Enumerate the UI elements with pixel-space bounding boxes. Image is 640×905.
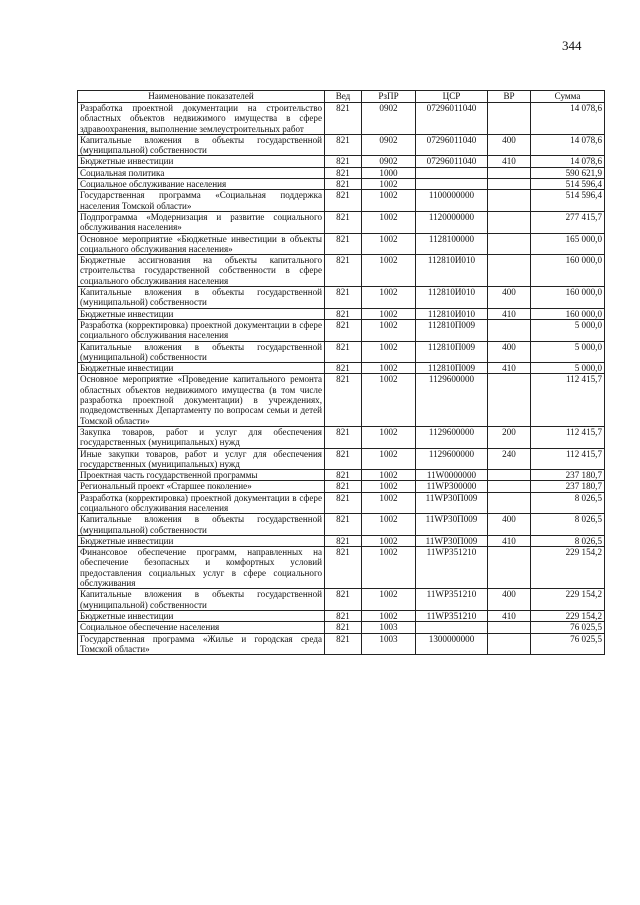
row-csr-cell: 112810П009 <box>416 363 488 374</box>
table-row <box>78 255 605 287</box>
row-csr-cell: 1129600000 <box>416 426 488 448</box>
row-ved-cell: 821 <box>325 426 362 448</box>
row-vr-cell <box>488 633 531 655</box>
row-rzpr-cell: 1002 <box>362 319 416 341</box>
row-ved-cell: 821 <box>325 103 362 135</box>
row-vr-cell <box>488 547 531 589</box>
row-name-cell: Разработка проектной документации на строительство областных объектов недвижимого имущества в сфере здравоохранения, выполнение землеустроительных работ <box>78 103 325 135</box>
row-ved-cell: 821 <box>325 363 362 374</box>
row-vr-cell <box>488 233 531 255</box>
row-csr-cell: 11W0000000 <box>416 470 488 481</box>
row-sum-cell: 160 000,0 <box>531 287 605 309</box>
row-rzpr-cell: 1002 <box>362 448 416 470</box>
row-vr-cell: 400 <box>488 134 531 156</box>
row-ved-cell: 821 <box>325 470 362 481</box>
row-vr-cell <box>488 190 531 212</box>
column-header-ved: Вед <box>325 91 362 103</box>
row-vr-cell: 410 <box>488 535 531 546</box>
row-rzpr-cell: 1000 <box>362 167 416 178</box>
table-row <box>78 233 605 255</box>
row-sum-cell: 237 180,7 <box>531 481 605 492</box>
row-name-cell: Основное мероприятие «Бюджетные инвестиции в объекты социального обслуживания населения» <box>78 233 325 255</box>
row-rzpr-cell: 0902 <box>362 103 416 135</box>
row-ved-cell: 821 <box>325 308 362 319</box>
row-csr-cell: 11WP351210 <box>416 547 488 589</box>
row-csr-cell: 1129600000 <box>416 374 488 426</box>
row-rzpr-cell: 1002 <box>362 535 416 546</box>
table-row <box>78 363 605 374</box>
row-vr-cell: 400 <box>488 589 531 611</box>
row-sum-cell: 160 000,0 <box>531 308 605 319</box>
row-csr-cell <box>416 179 488 190</box>
row-ved-cell: 821 <box>325 547 362 589</box>
row-csr-cell: 11WP30П009 <box>416 492 488 514</box>
row-name-cell: Государственная программа «Социальная поддержка населения Томской области» <box>78 190 325 212</box>
row-csr-cell: 11WP351210 <box>416 589 488 611</box>
row-csr-cell: 1120000000 <box>416 211 488 233</box>
row-ved-cell: 821 <box>325 492 362 514</box>
row-ved-cell: 821 <box>325 610 362 621</box>
row-rzpr-cell: 1002 <box>362 363 416 374</box>
row-sum-cell: 14 078,6 <box>531 103 605 135</box>
table-row <box>78 514 605 536</box>
row-ved-cell: 821 <box>325 134 362 156</box>
row-sum-cell: 76 025,5 <box>531 622 605 633</box>
column-header-sum: Сумма <box>531 91 605 103</box>
row-sum-cell: 229 154,2 <box>531 589 605 611</box>
row-sum-cell: 8 026,5 <box>531 535 605 546</box>
row-ved-cell: 821 <box>325 255 362 287</box>
row-csr-cell: 112810И010 <box>416 308 488 319</box>
row-name-cell: Государственная программа «Жилье и городская среда Томской области» <box>78 633 325 655</box>
row-csr-cell <box>416 167 488 178</box>
row-csr-cell: 112810П009 <box>416 341 488 363</box>
row-vr-cell: 240 <box>488 448 531 470</box>
table-row <box>78 448 605 470</box>
row-name-cell: Бюджетные инвестиции <box>78 308 325 319</box>
row-rzpr-cell: 1003 <box>362 633 416 655</box>
row-vr-cell <box>488 470 531 481</box>
row-vr-cell: 400 <box>488 514 531 536</box>
row-sum-cell: 76 025,5 <box>531 633 605 655</box>
row-sum-cell: 165 000,0 <box>531 233 605 255</box>
table-row <box>78 610 605 621</box>
row-rzpr-cell: 1002 <box>362 481 416 492</box>
row-csr-cell: 1129600000 <box>416 448 488 470</box>
row-ved-cell: 821 <box>325 156 362 167</box>
row-rzpr-cell: 1002 <box>362 179 416 190</box>
table-row <box>78 287 605 309</box>
row-ved-cell: 821 <box>325 341 362 363</box>
row-csr-cell: 07296011040 <box>416 134 488 156</box>
row-vr-cell: 410 <box>488 308 531 319</box>
row-ved-cell: 821 <box>325 211 362 233</box>
row-name-cell: Капитальные вложения в объекты государственной (муниципальной) собственности <box>78 589 325 611</box>
row-rzpr-cell: 1002 <box>362 233 416 255</box>
table-row <box>78 547 605 589</box>
table-header-row <box>78 91 605 103</box>
row-sum-cell: 277 415,7 <box>531 211 605 233</box>
row-sum-cell: 514 596,4 <box>531 190 605 212</box>
row-csr-cell: 11WP30П009 <box>416 535 488 546</box>
row-csr-cell: 11WP30П009 <box>416 514 488 536</box>
row-csr-cell: 1128100000 <box>416 233 488 255</box>
row-name-cell: Бюджетные инвестиции <box>78 156 325 167</box>
row-vr-cell: 200 <box>488 426 531 448</box>
row-csr-cell: 07296011040 <box>416 103 488 135</box>
table-row <box>78 156 605 167</box>
row-rzpr-cell: 1002 <box>362 610 416 621</box>
row-sum-cell: 112 415,7 <box>531 374 605 426</box>
row-name-cell: Закупка товаров, работ и услуг для обеспечения государственных (муниципальных) нужд <box>78 426 325 448</box>
row-rzpr-cell: 1002 <box>362 426 416 448</box>
row-vr-cell <box>488 211 531 233</box>
table-row <box>78 374 605 426</box>
row-sum-cell: 229 154,2 <box>531 547 605 589</box>
row-rzpr-cell: 1002 <box>362 374 416 426</box>
row-sum-cell: 237 180,7 <box>531 470 605 481</box>
column-header-csr: ЦСР <box>416 91 488 103</box>
row-name-cell: Финансовое обеспечение программ, направленных на обеспечение безопасных и комфортных условий предоставления социальных услуг в сфере социального обслуживания <box>78 547 325 589</box>
row-name-cell: Социальная политика <box>78 167 325 178</box>
budget-table <box>77 90 605 655</box>
row-name-cell: Иные закупки товаров, работ и услуг для обеспечения государственных (муниципальных) нужд <box>78 448 325 470</box>
row-name-cell: Бюджетные ассигнования на объекты капитального строительства государственной собственности в сфере социального обслуживания населения <box>78 255 325 287</box>
row-csr-cell: 11WP300000 <box>416 481 488 492</box>
row-sum-cell: 5 000,0 <box>531 363 605 374</box>
row-name-cell: Бюджетные инвестиции <box>78 610 325 621</box>
row-vr-cell <box>488 622 531 633</box>
row-ved-cell: 821 <box>325 448 362 470</box>
row-vr-cell <box>488 481 531 492</box>
row-name-cell: Социальное обслуживание населения <box>78 179 325 190</box>
row-sum-cell: 229 154,2 <box>531 610 605 621</box>
row-csr-cell: 1100000000 <box>416 190 488 212</box>
row-sum-cell: 8 026,5 <box>531 492 605 514</box>
row-rzpr-cell: 1003 <box>362 622 416 633</box>
row-csr-cell: 112810И010 <box>416 255 488 287</box>
column-header-name: Наименование показателей <box>78 91 325 103</box>
row-vr-cell <box>488 103 531 135</box>
row-sum-cell: 160 000,0 <box>531 255 605 287</box>
table-row <box>78 535 605 546</box>
row-rzpr-cell: 0902 <box>362 134 416 156</box>
table-row <box>78 622 605 633</box>
table-row <box>78 134 605 156</box>
row-name-cell: Бюджетные инвестиции <box>78 363 325 374</box>
row-vr-cell: 400 <box>488 287 531 309</box>
row-ved-cell: 821 <box>325 374 362 426</box>
table-row <box>78 589 605 611</box>
row-vr-cell <box>488 179 531 190</box>
row-ved-cell: 821 <box>325 481 362 492</box>
row-sum-cell: 14 078,6 <box>531 156 605 167</box>
row-vr-cell: 410 <box>488 156 531 167</box>
row-name-cell: Основное мероприятие «Проведение капитального ремонта областных объектов недвижимого имущества (в том числе разработка проектной документации) в учреждениях, подведомственных Департаменту по вопросам семьи и детей Томской области» <box>78 374 325 426</box>
column-header-rzpr: РзПР <box>362 91 416 103</box>
row-csr-cell: 112810П009 <box>416 319 488 341</box>
row-name-cell: Капитальные вложения в объекты государственной (муниципальной) собственности <box>78 514 325 536</box>
row-vr-cell <box>488 167 531 178</box>
row-ved-cell: 821 <box>325 535 362 546</box>
table-row <box>78 179 605 190</box>
table-row <box>78 426 605 448</box>
row-vr-cell <box>488 255 531 287</box>
row-name-cell: Капитальные вложения в объекты государственной (муниципальной) собственности <box>78 287 325 309</box>
row-csr-cell: 11WP351210 <box>416 610 488 621</box>
row-ved-cell: 821 <box>325 514 362 536</box>
table-row <box>78 470 605 481</box>
row-rzpr-cell: 1002 <box>362 308 416 319</box>
row-ved-cell: 821 <box>325 622 362 633</box>
table-row <box>78 633 605 655</box>
row-rzpr-cell: 1002 <box>362 341 416 363</box>
row-ved-cell: 821 <box>325 319 362 341</box>
row-name-cell: Капитальные вложения в объекты государственной (муниципальной) собственности <box>78 341 325 363</box>
row-rzpr-cell: 1002 <box>362 470 416 481</box>
row-name-cell: Капитальные вложения в объекты государственной (муниципальной) собственности <box>78 134 325 156</box>
table-row <box>78 167 605 178</box>
table-row <box>78 211 605 233</box>
row-ved-cell: 821 <box>325 167 362 178</box>
column-header-vr: ВР <box>488 91 531 103</box>
row-rzpr-cell: 1002 <box>362 287 416 309</box>
row-rzpr-cell: 1002 <box>362 190 416 212</box>
row-rzpr-cell: 1002 <box>362 589 416 611</box>
row-name-cell: Разработка (корректировка) проектной документации в сфере социального обслуживания населения <box>78 319 325 341</box>
row-rzpr-cell: 1002 <box>362 514 416 536</box>
table-row <box>78 319 605 341</box>
row-sum-cell: 590 621,9 <box>531 167 605 178</box>
row-name-cell: Социальное обеспечение населения <box>78 622 325 633</box>
row-sum-cell: 5 000,0 <box>531 341 605 363</box>
row-ved-cell: 821 <box>325 287 362 309</box>
row-vr-cell <box>488 374 531 426</box>
table-body <box>78 103 605 655</box>
row-vr-cell <box>488 319 531 341</box>
row-sum-cell: 8 026,5 <box>531 514 605 536</box>
row-rzpr-cell: 0902 <box>362 156 416 167</box>
row-name-cell: Бюджетные инвестиции <box>78 535 325 546</box>
row-ved-cell: 821 <box>325 633 362 655</box>
row-vr-cell <box>488 492 531 514</box>
table-row <box>78 190 605 212</box>
row-csr-cell: 07296011040 <box>416 156 488 167</box>
row-sum-cell: 5 000,0 <box>531 319 605 341</box>
row-ved-cell: 821 <box>325 179 362 190</box>
row-name-cell: Региональный проект «Старшее поколение» <box>78 481 325 492</box>
row-csr-cell: 112810И010 <box>416 287 488 309</box>
row-rzpr-cell: 1002 <box>362 492 416 514</box>
row-csr-cell <box>416 622 488 633</box>
table-row <box>78 308 605 319</box>
row-sum-cell: 514 596,4 <box>531 179 605 190</box>
table-row <box>78 481 605 492</box>
row-csr-cell: 1300000000 <box>416 633 488 655</box>
row-name-cell: Разработка (корректировка) проектной документации в сфере социального обслуживания населения <box>78 492 325 514</box>
row-vr-cell: 410 <box>488 610 531 621</box>
row-vr-cell: 400 <box>488 341 531 363</box>
row-vr-cell: 410 <box>488 363 531 374</box>
row-rzpr-cell: 1002 <box>362 211 416 233</box>
row-rzpr-cell: 1002 <box>362 547 416 589</box>
row-sum-cell: 14 078,6 <box>531 134 605 156</box>
row-name-cell: Подпрограмма «Модернизация и развитие социального обслуживания населения» <box>78 211 325 233</box>
row-ved-cell: 821 <box>325 190 362 212</box>
row-ved-cell: 821 <box>325 233 362 255</box>
row-sum-cell: 112 415,7 <box>531 426 605 448</box>
row-rzpr-cell: 1002 <box>362 255 416 287</box>
table-row <box>78 341 605 363</box>
table-row <box>78 103 605 135</box>
row-ved-cell: 821 <box>325 589 362 611</box>
row-name-cell: Проектная часть государственной программы <box>78 470 325 481</box>
page-number: 344 <box>562 38 582 53</box>
table-row <box>78 492 605 514</box>
row-sum-cell: 112 415,7 <box>531 448 605 470</box>
